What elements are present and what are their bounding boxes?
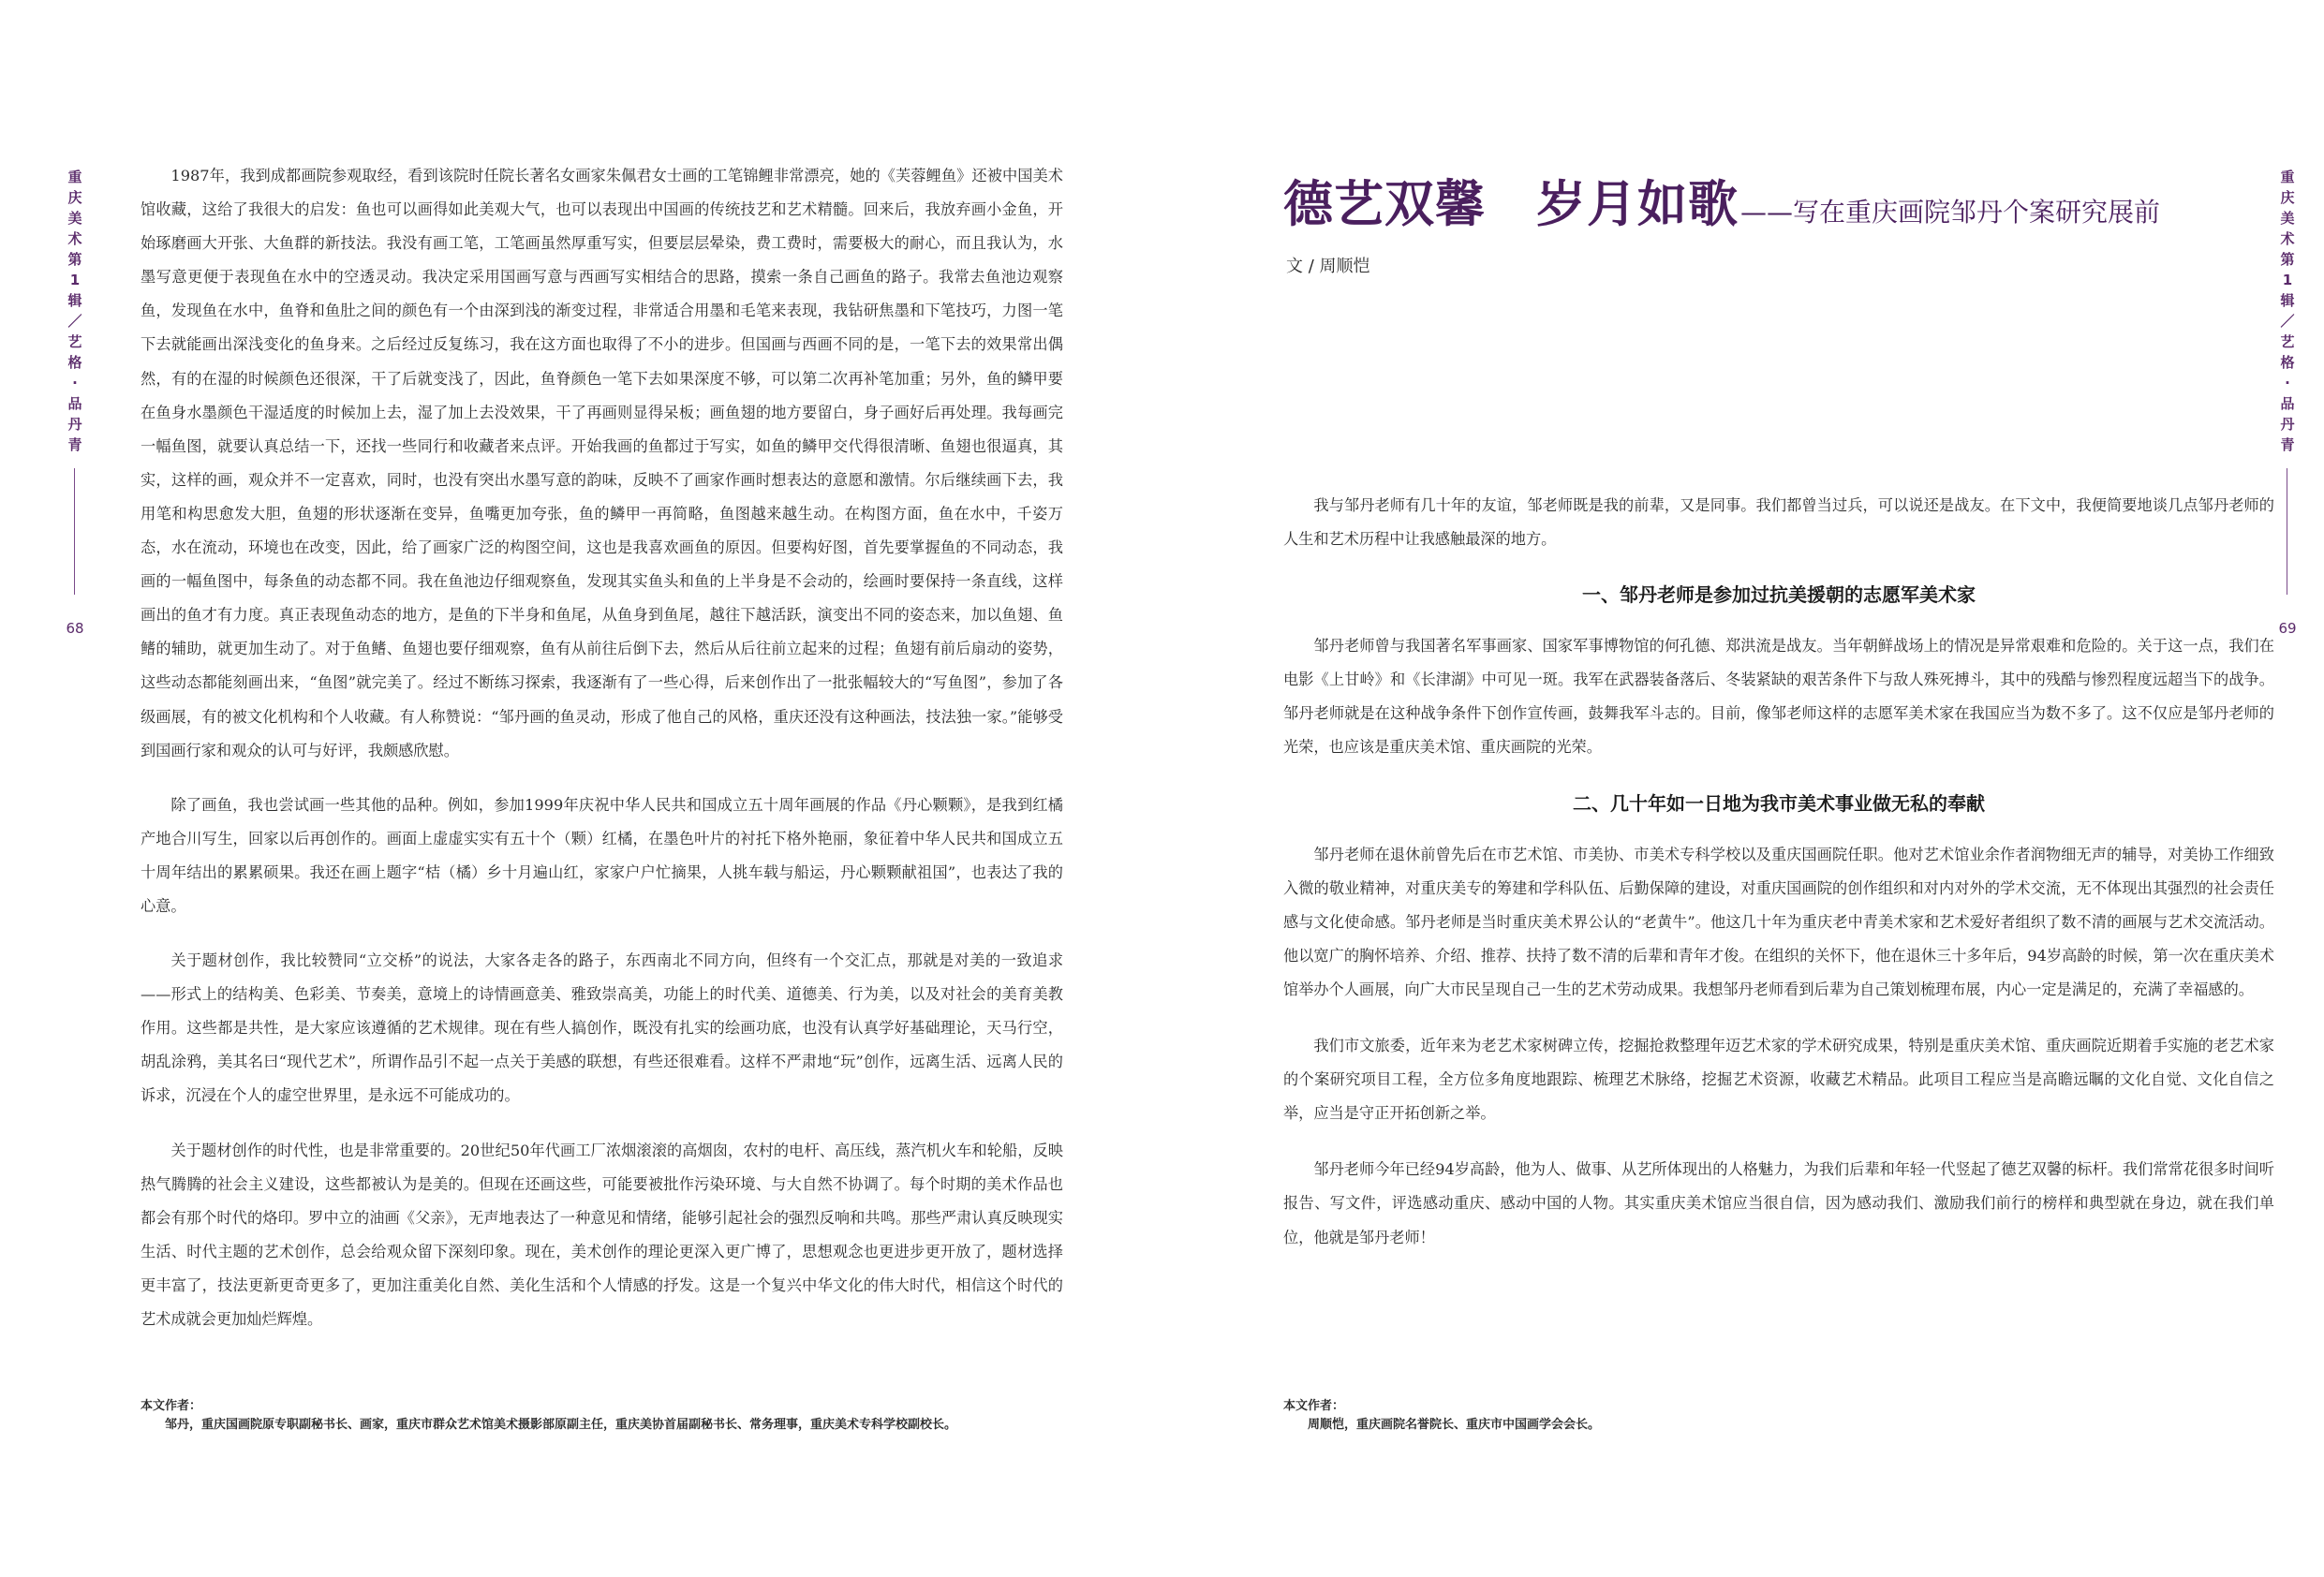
margin-char: 格 bbox=[2280, 354, 2295, 371]
paragraph: 邹丹老师曾与我国著名军事画家、国家军事博物馆的何孔德、郑洪流是战友。当年朝鲜战场上的情况是异常艰难和危险的。关于这一点，我们在电影《上甘岭》和《长津湖》中可见一斑。我军在武器装备落后、冬装紧缺的艰苦条件下与敌人殊死搏斗，其中的残酷与惨烈程度远超当下的战争。邹丹老师就是在这种战争条件下创作宣传画，鼓舞我军斗志的。目前，像邹老师这样的志愿军美术家在我国应当为数不多了。这不仅应是邹丹老师的光荣，也应该是重庆美术馆、重庆画院的光荣。 bbox=[1283, 637, 2274, 757]
margin-char: 艺 bbox=[67, 333, 82, 350]
author-credit bbox=[141, 1397, 1058, 1435]
margin-char: ／ bbox=[2280, 313, 2295, 330]
margin-char: 1 bbox=[2282, 272, 2293, 288]
title-subtitle: ——写在重庆画院邹丹个案研究展前 bbox=[1740, 197, 2161, 228]
margin-char: 格 bbox=[67, 354, 82, 371]
title-main: 德艺双馨 岁月如歌 bbox=[1283, 175, 1739, 233]
paragraph: 邹丹老师在退休前曾先后在市艺术馆、市美协、市美术专科学校以及重庆国画院任职。他对艺术馆业余作者润物细无声的辅导，对美协工作细致入微的敬业精神，对重庆美专的筹建和学科队伍、后勤保障的建设，对重庆国画院的创作组织和对内对外的学术交流，无不体现出其强烈的社会责任感与文化使命感。邹丹老师是当时重庆美术界公认的“老黄牛”。他这几十年为重庆老中青美术家和艺术爱好者组织了数不清的画展与艺术交流活动。他以宽广的胸怀培养、介绍、推荐、扶持了数不清的后辈和青年才俊。在组织的关怀下，他在退休三十多年后，94岁高龄的时候，第一次在重庆美术馆举办个人画展，向广大市民呈现自己一生的艺术劳动成果。我想邹丹老师看到后辈为自己策划梳理布展，内心一定是满足的，充满了幸福感的。 bbox=[1283, 845, 2274, 998]
page-number: 69 bbox=[2278, 620, 2297, 637]
right-page bbox=[1162, 0, 2324, 1577]
margin-char: 辑 bbox=[67, 292, 82, 309]
paragraph: 我们市文旅委，近年来为老艺术家树碑立传，挖掘抢救整理年迈艺术家的学术研究成果，特别是重庆美术馆、重庆画院近期着手实施的老艺术家的个案研究项目工程，全方位多角度地跟踪、梳理艺术脉络，挖掘艺术资源，收藏艺术精品。此项目工程应当是高瞻远瞩的文化自觉、文化自信之举，应当是守正开拓创新之举。 bbox=[1283, 1037, 2274, 1123]
margin-char: 庆 bbox=[67, 189, 82, 206]
right-article-body bbox=[1283, 489, 2274, 1277]
margin-char: 1 bbox=[69, 272, 81, 288]
paragraph: 邹丹老师今年已经94岁高龄，他为人、做事、从艺所体现出的人格魅力，为我们后辈和年轻一代竖起了德艺双馨的标杆。我们常常花很多时间听报告、写文件，评选感动重庆、感动中国的人物。其实重庆美术馆应当很自信，因为感动我们、激励我们前行的榜样和典型就在身边，就在我们单位，他就是邹丹老师！ bbox=[1283, 1160, 2274, 1246]
margin-char: 品 bbox=[67, 395, 82, 412]
credit-body: 周顺恺，重庆画院名誉院长、重庆市中国画学会会长。 bbox=[1308, 1418, 1601, 1432]
credit-body: 邹丹，重庆国画院原专职副秘书长、画家，重庆市群众艺术馆美术摄影部原副主任，重庆美协首届副秘书长、常务理事，重庆美术专科学校副校长。 bbox=[165, 1418, 957, 1432]
margin-char: 艺 bbox=[2280, 333, 2295, 350]
margin-char: 丹 bbox=[67, 416, 82, 433]
margin-char: 术 bbox=[67, 230, 82, 247]
margin-char: ／ bbox=[67, 313, 82, 330]
paragraph: 我与邹丹老师有几十年的友谊，邹老师既是我的前辈，又是同事。我们都曾当过兵，可以说还是战友。在下文中，我便简要地谈几点邹丹老师的人生和艺术历程中让我感触最深的地方。 bbox=[1283, 496, 2274, 549]
margin-char: 丹 bbox=[2280, 416, 2295, 433]
margin-char: 重 bbox=[67, 169, 82, 185]
section-heading: 一、邹丹老师是参加过抗美援朝的志愿军美术家 bbox=[1582, 583, 1976, 607]
margin-char: 青 bbox=[67, 436, 82, 453]
margin-char: 第 bbox=[67, 251, 82, 268]
margin-char: 庆 bbox=[2280, 189, 2295, 206]
section-heading: 二、几十年如一日地为我市美术事业做无私的奉献 bbox=[1573, 791, 1985, 815]
article-byline: 文 / 周顺恺 bbox=[1286, 257, 1370, 276]
margin-char: 品 bbox=[2280, 395, 2295, 412]
margin-char: 术 bbox=[2280, 230, 2295, 247]
author-credit bbox=[1283, 1397, 2183, 1435]
margin-char: 美 bbox=[67, 210, 82, 227]
credit-heading: 本文作者： bbox=[141, 1399, 202, 1413]
margin-char: · bbox=[2285, 375, 2290, 391]
margin-char: 美 bbox=[2280, 210, 2295, 227]
paragraph: 除了画鱼，我也尝试画一些其他的品种。例如，参加1999年庆祝中华人民共和国成立五十周年画展的作品《丹心颗颗》，是我到红橘产地合川写生，回家以后再创作的。画面上虚虚实实有五十个（颗）红橘，在墨色叶片的衬托下格外艳丽，象征着中华人民共和国成立五十周年结出的累累硕果。我还在画上题字“桔（橘）乡十月遍山红，家家户户忙摘果，人挑车载与船运，丹心颗颗献祖国”，也表达了我的心意。 bbox=[141, 795, 1063, 915]
paragraph: 关于题材创作，我比较赞同“立交桥”的说法，大家各走各的路子，东西南北不同方向，但终有一个交汇点，那就是对美的一致追求——形式上的结构美、色彩美、节奏美，意境上的诗情画意美、雅致崇高美，功能上的时代美、道德美、行为美，以及对社会的美育美教作用。这些都是共性，是大家应该遵循的艺术规律。现在有些人搞创作，既没有扎实的绘画功底，也没有认真学好基础理论，天马行空，胡乱涂鸦，美其名曰“现代艺术”，所谓作品引不起一点关于美感的联想，有些还很难看。这样不严肃地“玩”创作，远离生活、远离人民的诉求，沉浸在个人的虚空世界里，是永远不可能成功的。 bbox=[141, 951, 1063, 1105]
credit-heading: 本文作者： bbox=[1283, 1399, 1345, 1413]
margin-char: 辑 bbox=[2280, 292, 2295, 309]
paragraph: 关于题材创作的时代性，也是非常重要的。20世纪50年代画工厂浓烟滚滚的高烟囱，农村的电杆、高压线，蒸汽机火车和轮船，反映热气腾腾的社会主义建设，这些都被认为是美的。但现在还画这些，可能要被批作污染环境、与大自然不协调了。每个时期的美术作品也都会有那个时代的烙印。罗中立的油画《父亲》，无声地表达了一种意见和情绪，能够引起社会的强烈反响和共鸣。那些严肃认真反映现实生活、时代主题的艺术创作，总会给观众留下深刻印象。现在，美术创作的理论更深入更广博了，思想观念也更进步更开放了，题材选择更丰富了，技法更新更奇更多了，更加注重美化自然、美化生活和个人情感的抒发。这是一个复兴中华文化的伟大时代，相信这个时代的艺术成就会更加灿烂辉煌。 bbox=[141, 1141, 1063, 1328]
margin-divider bbox=[74, 468, 75, 595]
paragraph: 1987年，我到成都画院参观取经，看到该院时任院长著名女画家朱佩君女士画的工笔锦鲤非常漂亮，她的《芙蓉鲤鱼》还被中国美术馆收藏，这给了我很大的启发：鱼也可以画得如此美观大气，也可以表现出中国画的传统技艺和艺术精髓。回来后，我放弃画小金鱼，开始琢磨画大开张、大鱼群的新技法。我没有画工笔，工笔画虽然厚重写实，但要层层晕染，费工费时，需要极大的耐心，而且我认为，水墨写意更便于表现鱼在水中的空透灵动。我决定采用国画写意与西画写实相结合的思路，摸索一条自己画鱼的路子。我常去鱼池边观察鱼，发现鱼在水中，鱼脊和鱼肚之间的颜色有一个由深到浅的渐变过程，非常适合用墨和毛笔来表现，我钻研焦墨和下笔技巧，力图一笔下去就能画出深浅变化的鱼身来。之后经过反复练习，我在这方面也取得了不小的进步。但国画与西画不同的是，一笔下去的效果常出偶然，有的在湿的时候颜色还很深，干了后就变浅了，因此，鱼脊颜色一笔下去如果深度不够，可以第二次再补笔加重；另外，鱼的鳞甲要在鱼身水墨颜色干湿适度的时候加上去，湿了加上去没效果，干了再画则显得呆板；画鱼翅的地方要留白，身子画好后再处理。我每画完一幅鱼图，就要认真总结一下，还找一些同行和收藏者来点评。开始我画的鱼都过于写实，如鱼的鳞甲交代得很清晰、鱼翅也很逼真，其实，这样的画，观众并不一定喜欢，同时，也没有突出水墨写意的韵味，反映不了画家作画时想表达的意愿和激情。尔后继续画下去，我用笔和构思愈发大胆，鱼翅的形状逐渐在变异，鱼嘴更加夸张，鱼的鳞甲一再简略，鱼图越来越生动。在构图方面，鱼在水中，千姿万态，水在流动，环境也在改变，因此，给了画家广泛的构图空间，这也是我喜欢画鱼的原因。但要构好图，首先要掌握鱼的不同动态，我画的一幅鱼图中，每条鱼的动态都不同。我在鱼池边仔细观察鱼，发现其实鱼头和鱼的上半身是不会动的，绘画时要保持一条直线，这样画出的鱼才有力度。真正表现鱼动态的地方，是鱼的下半身和鱼尾，从鱼身到鱼尾，越往下越活跃，演变出不同的姿态来，加以鱼翅、鱼鳍的辅助，就更加生动了。对于鱼鳍、鱼翅也要仔细观察，鱼有从前往后倒下去，然后从后往前立起来的过程；鱼翅有前后扇动的姿势，这些动态都能刻画出来，“鱼图”就完美了。经过不断练习探索，我逐渐有了一些心得，后来创作出了一批张幅较大的“写鱼图”，参加了各级画展，有的被文化机构和个人收藏。有人称赞说：“邹丹画的鱼灵动，形成了他自己的风格，重庆还没有这种画法，技法独一家。”能够受到国画行家和观众的认可与好评，我颇感欣慰。 bbox=[141, 167, 1063, 759]
margin-char: · bbox=[72, 375, 78, 391]
left-article-body bbox=[141, 159, 1063, 1357]
left-margin-label bbox=[64, 167, 86, 455]
margin-char: 第 bbox=[2280, 251, 2295, 268]
margin-char: 青 bbox=[2280, 436, 2295, 453]
article-title bbox=[1283, 165, 2276, 236]
margin-char: 重 bbox=[2280, 169, 2295, 185]
page-number: 68 bbox=[66, 620, 84, 637]
right-margin-label bbox=[2276, 167, 2299, 455]
